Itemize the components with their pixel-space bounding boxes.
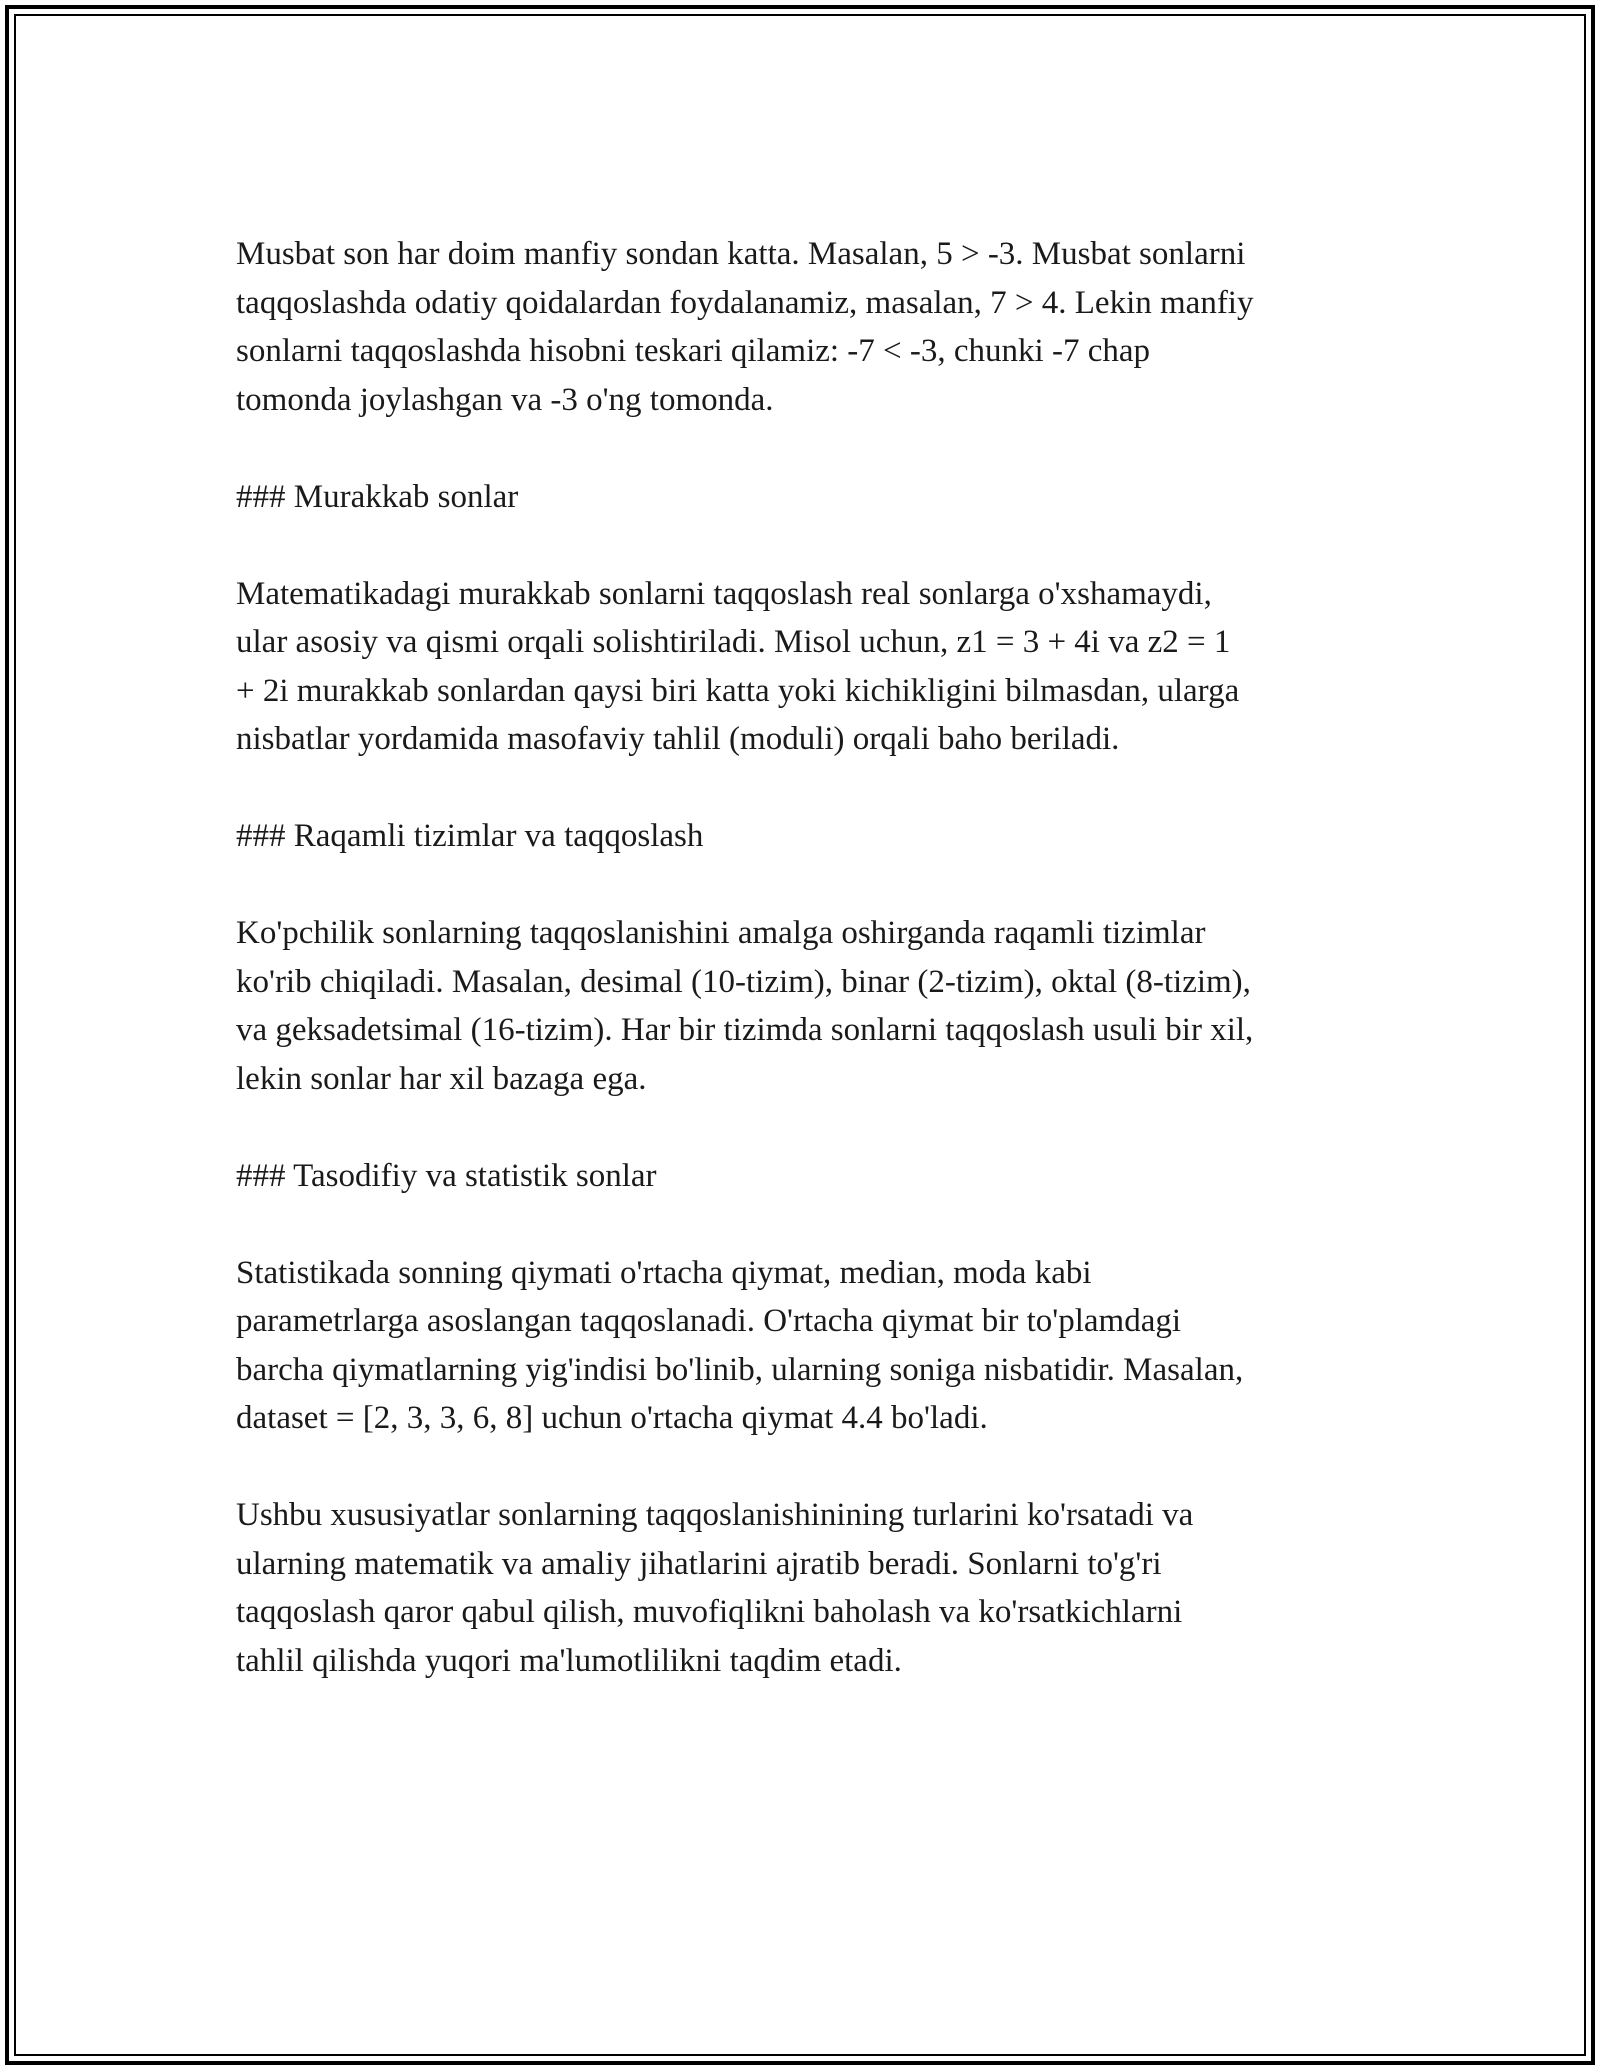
paragraph-line: Matematikadagi murakkab sonlarni taqqoslash real sonlarga o'xshamaydi, (236, 575, 1212, 612)
paragraph-line: ular asosiy va qismi orqali solishtiriladi. Misol uchun, z1 = 3 + 4i va z2 = 1 (236, 624, 1231, 660)
paragraph-line: Statistikada sonning qiymati o'rtacha qiymat, median, moda kabi (236, 1254, 1092, 1291)
section-heading (236, 1152, 1376, 1201)
block-spacer (236, 764, 1376, 813)
block-spacer (236, 1200, 1376, 1249)
paragraph-line: taqqoslashda odatiy qoidalardan foydalanamiz, masalan, 7 > 4. Lekin manfiy (236, 284, 1254, 321)
paragraph-line: ko'rib chiqiladi. Masalan, desimal (10-tizim), binar (2-tizim), oktal (8-tizim), (236, 963, 1251, 1000)
paragraph-line: sonlarni taqqoslashda hisobni teskari qilamiz: -7 < -3, chunki -7 chap (236, 333, 1150, 369)
paragraph (236, 909, 1376, 1103)
block-spacer (236, 1443, 1376, 1492)
block-spacer (236, 1103, 1376, 1152)
document-body (236, 230, 1376, 1685)
paragraph-line: Ushbu xususiyatlar sonlarning taqqoslanishinining turlarini ko'rsatadi va (236, 1497, 1194, 1533)
heading-text: ### Murakkab sonlar (236, 478, 519, 515)
paragraph-line: parametrlarga asoslangan taqqoslanadi. O'rtacha qiymat bir to'plamdagi (236, 1303, 1182, 1339)
heading-text: ### Raqamli tizimlar va taqqoslash (236, 818, 704, 854)
block-spacer (236, 521, 1376, 570)
heading-text: ### Tasodifiy va statistik sonlar (236, 1157, 657, 1194)
paragraph (236, 1491, 1376, 1685)
paragraph (236, 1249, 1376, 1443)
paragraph-line: nisbatlar yordamida masofaviy tahlil (moduli) orqali baho beriladi. (236, 721, 1120, 757)
paragraph-line: va geksadetsimal (16-tizim). Har bir tizimda sonlarni taqqoslash usuli bir xil, (236, 1012, 1254, 1048)
paragraph-line: dataset = [2, 3, 3, 6, 8] uchun o'rtacha qiymat 4.4 bo'ladi. (236, 1400, 988, 1436)
paragraph-line: tahlil qilishda yuqori ma'lumotlilikni taqdim etadi. (236, 1642, 902, 1679)
paragraph (236, 230, 1376, 424)
block-spacer (236, 424, 1376, 473)
paragraph-line: barcha qiymatlarning yig'indisi bo'linib, ularning soniga nisbatidir. Masalan, (236, 1351, 1244, 1388)
section-heading (236, 812, 1376, 861)
paragraph (236, 570, 1376, 764)
block-spacer (236, 861, 1376, 910)
paragraph-line: lekin sonlar har xil bazaga ega. (236, 1060, 647, 1097)
paragraph-line: taqqoslash qaror qabul qilish, muvofiqlikni baholash va ko'rsatkichlarni (236, 1594, 1183, 1630)
paragraph-line: tomonda joylashgan va -3 o'ng tomonda. (236, 381, 774, 418)
paragraph-line: + 2i murakkab sonlardan qaysi biri katta yoki kichikligini bilmasdan, ularga (236, 672, 1240, 709)
section-heading (236, 473, 1376, 522)
paragraph-line: Musbat son har doim manfiy sondan katta. Masalan, 5 > -3. Musbat sonlarni (236, 236, 1246, 272)
paragraph-line: Ko'pchilik sonlarning taqqoslanishini amalga oshirganda raqamli tizimlar (236, 915, 1206, 951)
paragraph-line: ularning matematik va amaliy jihatlarini ajratib beradi. Sonlarni to'g'ri (236, 1545, 1162, 1582)
